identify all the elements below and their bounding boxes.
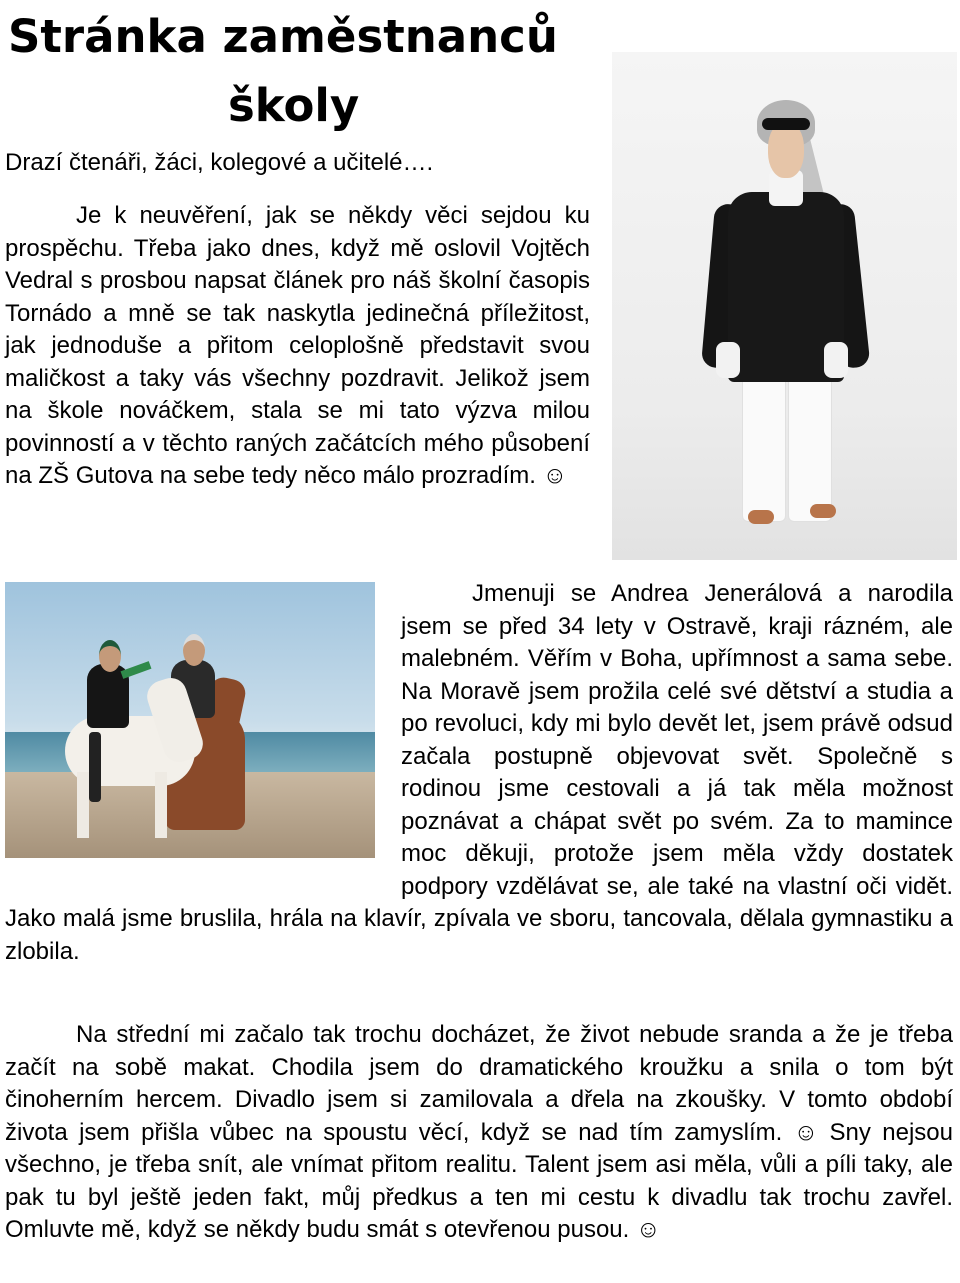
- trouser-leg-shape: [788, 370, 832, 522]
- trouser-leg-shape: [742, 370, 786, 522]
- horse-leg-shape: [77, 772, 89, 838]
- rider-head-shape: [99, 640, 121, 672]
- greeting: Drazí čtenáři, žáci, kolegové a učitelé….: [5, 149, 434, 176]
- paragraph-biography-text: Jmenuji se Andrea Jenerálová a narodila jsem se před 34 lety v Ostravě, kraji rázném, ale malebném. Věřím v Boha, upřímnost a sama sebe. Na Moravě jsem prožila celé své dětství a studia a po revoluci, kdy mi bylo devět let, jsem právě odsud začala postupně objevovat svět. Společně s rodinou jsme cestovali a já tak měla možnost poznávat a chápat svět po svém. Za to mamince moc děkuji, protože jsem měla vždy dostatek podpory vzdělávat se, ale také na vlastní oči vidět. Jako malá jsme bruslila, hrála na klavír, zpívala ve sboru, tancovala, dělala gymnastiku a zlobila.: [5, 580, 953, 965]
- horse-leg-shape: [155, 772, 167, 838]
- page-title-line2: školy: [228, 79, 360, 132]
- shoe-shape: [810, 504, 836, 518]
- paragraph-school-years: Na střední mi začalo tak trochu docházet, že život nebude sranda a že je třeba začít na sobě makat. Chodila jsem do dramatického kroužku a snila o tom být činoherním hercem. Divadlo jsem si zamilovala a dřela na zkoušky. V tomto období života jsem přišla vůbec na spoustu věcí, když se nad tím zamyslím. ☺ Sny nejsou všechno, je třeba snít, ale vnímat přitom realitu. Talent jsem asi měla, vůli a píli taky, ale pak tu byl ještě jeden fakt, můj předkus a ten mi cestu k divadlu tak trochu zavřel. Omluvte mě, když se někdy budu smát s otevřenou pusou. ☺: [5, 1021, 953, 1243]
- horse-riding-photo: [5, 582, 375, 858]
- horse-riding-photo-wrapper: [5, 582, 401, 894]
- scarf-shape: [121, 661, 152, 679]
- rider-leg-shape: [89, 732, 101, 802]
- headband-shape: [762, 118, 810, 130]
- cuff-shape: [824, 342, 848, 378]
- face-shape: [768, 122, 804, 178]
- portrait-photo: [612, 52, 957, 560]
- paragraph-biography: [5, 578, 953, 968]
- rider-head-shape: [183, 634, 205, 666]
- paragraph-intro: Je k neuvěření, jak se někdy věci sejdou ku prospěchu. Třeba jako dnes, když mě oslovil Vojtěch Vedral s prosbou napsat článek pro náš školní časopis Tornádo a mně se tak naskytla jedinečná příležitost, jak jednoduše a přitom celoplošně představit svou maličkost a taky vás všechny pozdravit. Jelikož jsem na škole nováčkem, stala se mi tato výzva milou povinností a v těchto raných začátcích mého působení na ZŠ Gutova na sebe tedy něco málo prozradím. ☺: [5, 202, 590, 489]
- shoe-shape: [748, 510, 774, 524]
- page-title-line1: Stránka zaměstnanců: [8, 10, 558, 63]
- cuff-shape: [716, 342, 740, 378]
- page-title: [8, 2, 598, 140]
